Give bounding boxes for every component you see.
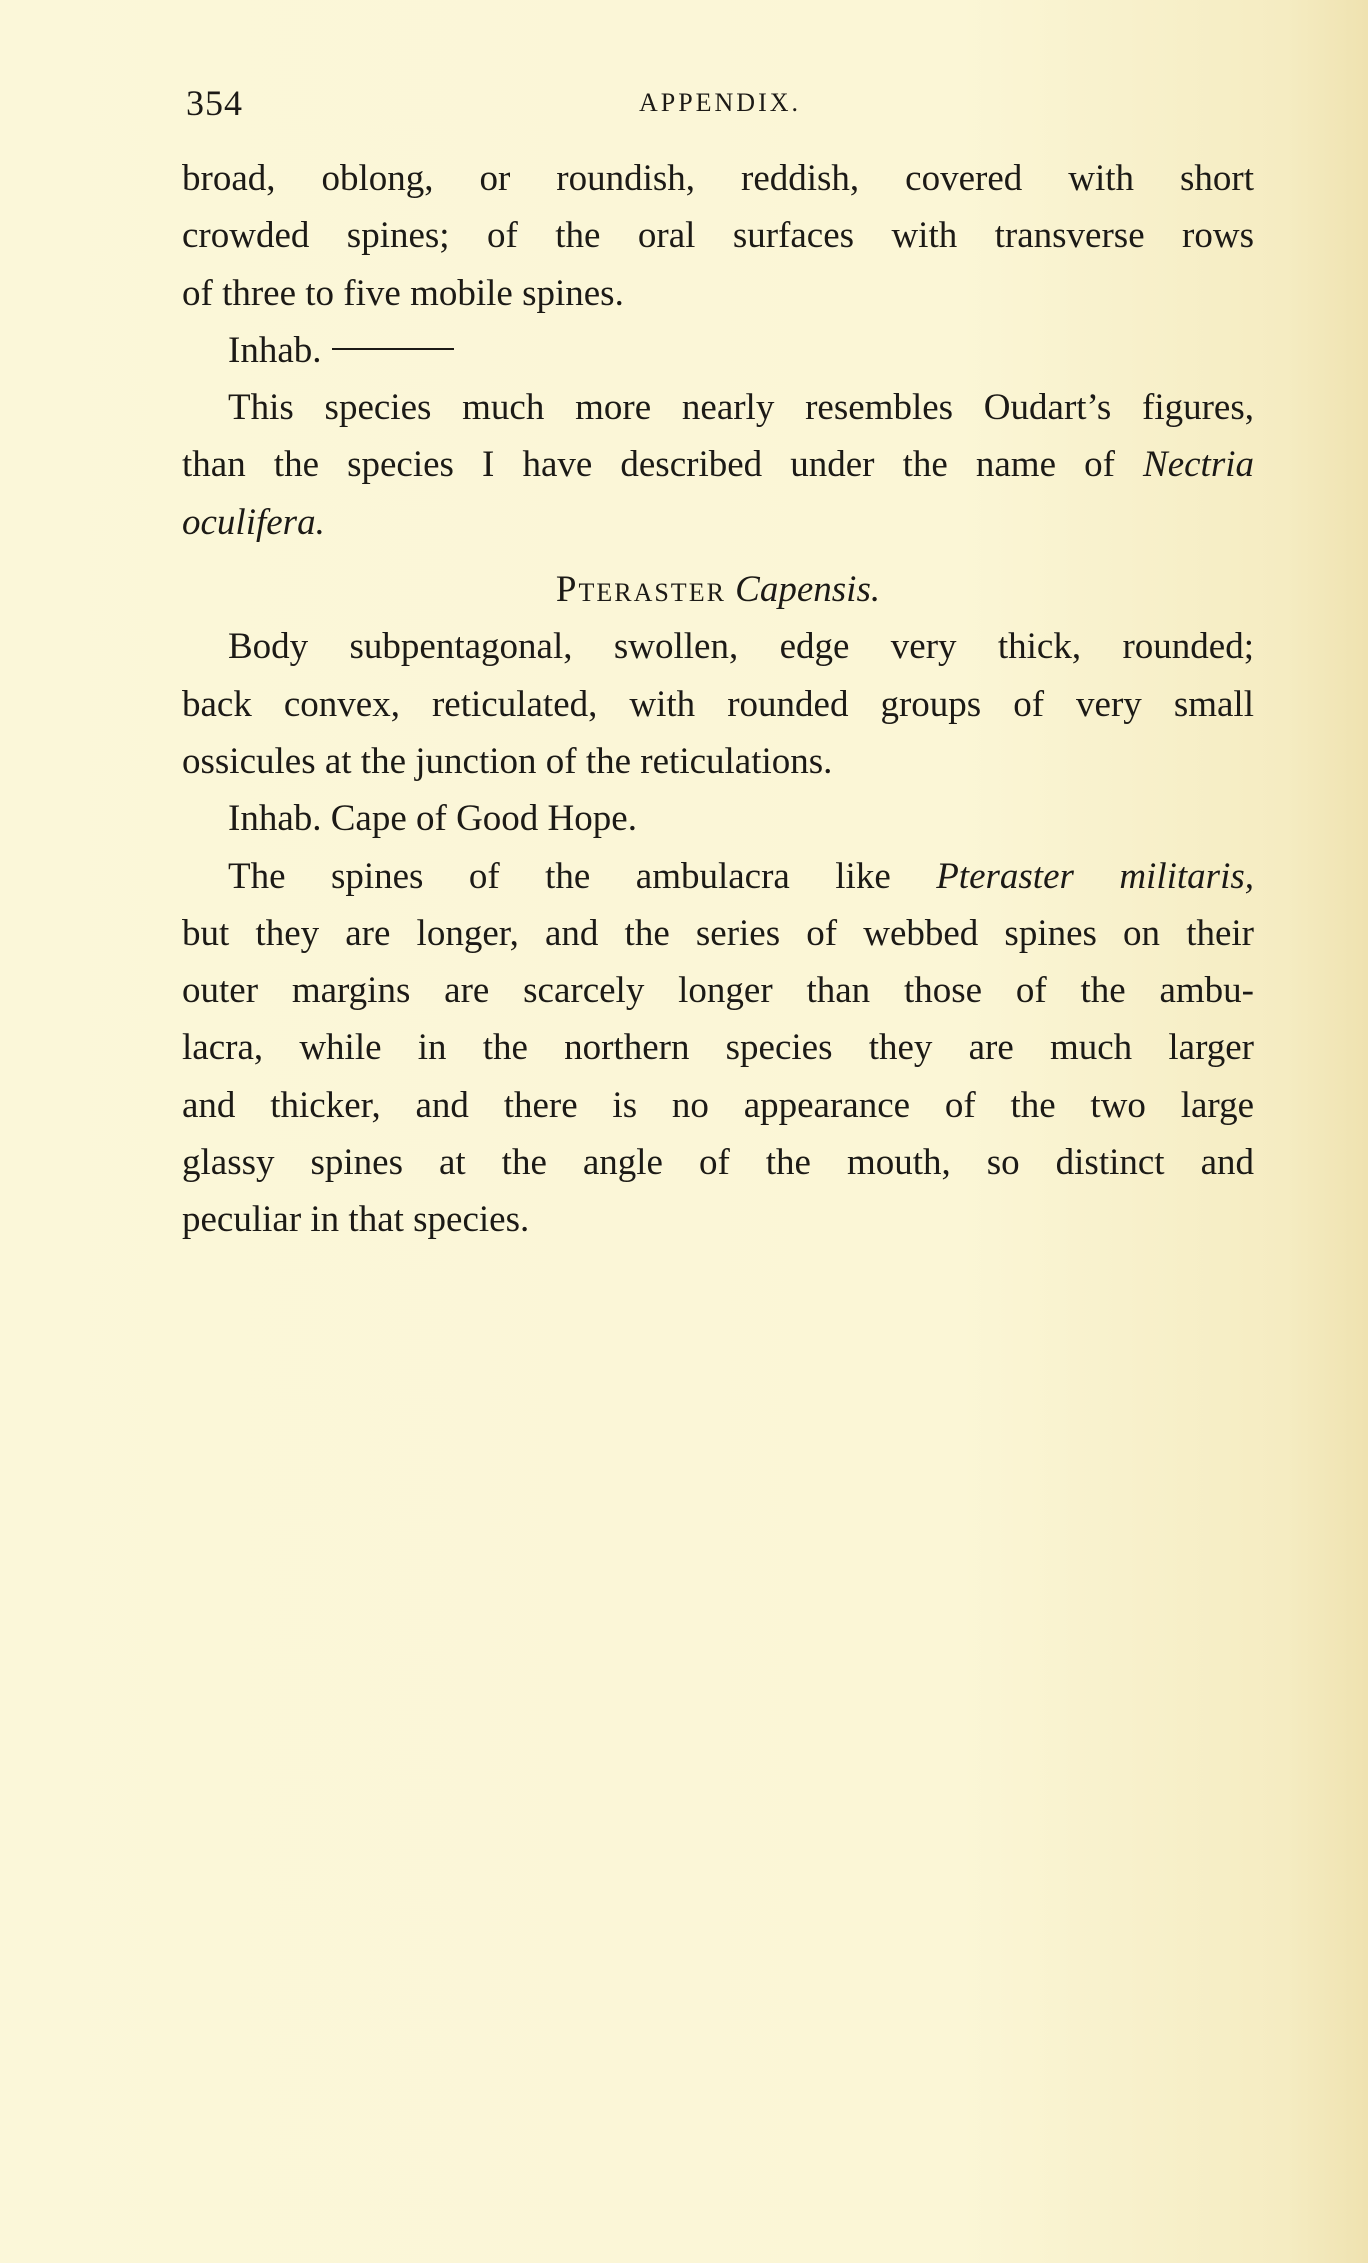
- text-line: glassy spines at the angle of the mouth, so distinct and: [182, 1142, 1254, 1184]
- text-line: peculiar in that species.: [182, 1199, 530, 1241]
- text-line: back convex, reticulated, with rounded groups of very small: [182, 683, 1254, 725]
- spacer: [182, 551, 1254, 561]
- inhab-line: [182, 322, 1254, 379]
- text-span: than the species I have described under the name of: [182, 444, 1115, 486]
- species-name-italic: oculifera.: [182, 501, 325, 543]
- text-line: broad, oblong, or roundish, reddish, covered with short: [182, 158, 1254, 199]
- text-line: [182, 436, 1254, 493]
- text-line: but they are longer, and the series of webbed spines on their: [182, 912, 1254, 954]
- page-number: 354: [186, 83, 243, 123]
- text-line: This species much more nearly resembles Oudart’s figures,: [228, 387, 1254, 429]
- species-heading: [182, 561, 1254, 618]
- running-head: [186, 82, 1254, 132]
- genus-name-italic: Nectria: [1143, 444, 1254, 486]
- text-line: Body subpentagonal, swollen, edge very thick, rounded;: [228, 626, 1254, 668]
- species-heading-genus: Pteraster: [555, 569, 726, 611]
- text-line: and thicker, and there is no appearance of the two large: [182, 1084, 1254, 1126]
- body-text: [182, 150, 1254, 1249]
- text-line: outer margins are scarcely longer than those of the ambu-: [182, 970, 1254, 1012]
- inhab-label: Inhab.: [228, 329, 322, 371]
- text-line: lacra, while in the northern species they are much larger: [182, 1027, 1254, 1069]
- species-name-italic: Pteraster militaris,: [936, 855, 1255, 897]
- text-line: crowded spines; of the oral surfaces with transverse rows: [182, 215, 1254, 257]
- running-title: APPENDIX.: [638, 88, 802, 117]
- text-line: ossicules at the junction of the reticulations.: [182, 740, 833, 782]
- species-heading-epithet: Capensis.: [735, 569, 881, 611]
- text-span: The spines of the ambulacra like: [228, 855, 891, 897]
- text-line: of three to five mobile spines.: [182, 272, 624, 314]
- text-line: [182, 848, 1254, 905]
- habitat-line: Inhab. Cape of Good Hope.: [228, 798, 637, 840]
- blank-dash: [332, 348, 454, 350]
